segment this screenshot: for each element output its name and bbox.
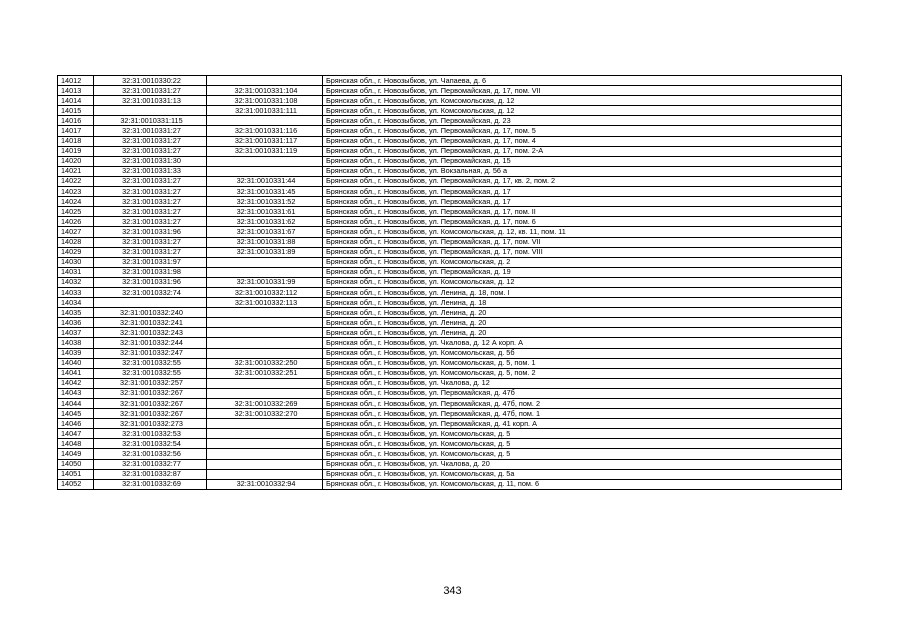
address-cell: Брянская обл., г. Новозыбков, ул. Первомайская, д. 17 xyxy=(323,197,842,207)
record-number-cell: 14013 xyxy=(58,86,94,96)
premises-cadastral-number-cell: 32:31:0010332:113 xyxy=(207,298,323,308)
record-number-cell: 14049 xyxy=(58,449,94,459)
cadastral-number-cell: 32:31:0010331:115 xyxy=(94,116,207,126)
premises-cadastral-number-cell xyxy=(207,308,323,318)
table-row xyxy=(58,338,842,348)
address-cell: Брянская обл., г. Новозыбков, ул. Первомайская, д. 17, пом. 4 xyxy=(323,136,842,146)
record-number-cell: 14032 xyxy=(58,277,94,287)
premises-cadastral-number-cell: 32:31:0010332:94 xyxy=(207,479,323,489)
record-number-cell: 14014 xyxy=(58,96,94,106)
cadastral-number-cell: 32:31:0010332:54 xyxy=(94,439,207,449)
table-row xyxy=(58,267,842,277)
record-number-cell: 14027 xyxy=(58,227,94,237)
record-number-cell: 14016 xyxy=(58,116,94,126)
record-number-cell: 14025 xyxy=(58,207,94,217)
cadastral-number-cell: 32:31:0010332:74 xyxy=(94,287,207,297)
table-row xyxy=(58,419,842,429)
premises-cadastral-number-cell: 32:31:0010331:44 xyxy=(207,176,323,186)
premises-cadastral-number-cell: 32:31:0010332:270 xyxy=(207,409,323,419)
record-number-cell: 14012 xyxy=(58,76,94,86)
premises-cadastral-number-cell: 32:31:0010332:112 xyxy=(207,287,323,297)
table-row xyxy=(58,328,842,338)
cadastral-number-cell xyxy=(94,106,207,116)
table-row xyxy=(58,318,842,328)
premises-cadastral-number-cell xyxy=(207,378,323,388)
record-number-cell: 14051 xyxy=(58,469,94,479)
table-row xyxy=(58,227,842,237)
record-number-cell: 14029 xyxy=(58,247,94,257)
address-cell: Брянская обл., г. Новозыбков, ул. Чкалова, д. 12 А корп. А xyxy=(323,338,842,348)
record-number-cell: 14044 xyxy=(58,399,94,409)
address-cell: Брянская обл., г. Новозыбков, ул. Комсомольская, д. 5 xyxy=(323,449,842,459)
cadastral-number-cell: 32:31:0010332:267 xyxy=(94,388,207,398)
table-row xyxy=(58,176,842,186)
premises-cadastral-number-cell xyxy=(207,267,323,277)
cadastral-number-cell: 32:31:0010331:33 xyxy=(94,166,207,176)
record-number-cell: 14026 xyxy=(58,217,94,227)
record-number-cell: 14042 xyxy=(58,378,94,388)
address-cell: Брянская обл., г. Новозыбков, ул. Первомайская, д. 17, пом. 5 xyxy=(323,126,842,136)
premises-cadastral-number-cell: 32:31:0010331:99 xyxy=(207,277,323,287)
table-row xyxy=(58,207,842,217)
table-row xyxy=(58,136,842,146)
table-row xyxy=(58,479,842,489)
cadastral-number-cell: 32:31:0010332:243 xyxy=(94,328,207,338)
cadastral-number-cell: 32:31:0010332:244 xyxy=(94,338,207,348)
table-row xyxy=(58,308,842,318)
address-cell: Брянская обл., г. Новозыбков, ул. Чкалова, д. 20 xyxy=(323,459,842,469)
record-number-cell: 14017 xyxy=(58,126,94,136)
table-row xyxy=(58,106,842,116)
record-number-cell: 14038 xyxy=(58,338,94,348)
cadastral-number-cell: 32:31:0010332:77 xyxy=(94,459,207,469)
table-row xyxy=(58,409,842,419)
address-cell: Брянская обл., г. Новозыбков, ул. Первомайская, д. 17, пом. VII xyxy=(323,86,842,96)
address-cell: Брянская обл., г. Новозыбков, ул. Ленина, д. 20 xyxy=(323,308,842,318)
premises-cadastral-number-cell xyxy=(207,429,323,439)
record-number-cell: 14030 xyxy=(58,257,94,267)
address-cell: Брянская обл., г. Новозыбков, ул. Комсомольская, д. 12 xyxy=(323,106,842,116)
premises-cadastral-number-cell: 32:31:0010331:45 xyxy=(207,187,323,197)
table-row xyxy=(58,166,842,176)
table-row xyxy=(58,277,842,287)
address-cell: Брянская обл., г. Новозыбков, ул. Первомайская, д. 19 xyxy=(323,267,842,277)
address-cell: Брянская обл., г. Новозыбков, ул. Комсомольская, д. 11, пом. 6 xyxy=(323,479,842,489)
address-cell: Брянская обл., г. Новозыбков, ул. Ленина, д. 20 xyxy=(323,318,842,328)
premises-cadastral-number-cell xyxy=(207,166,323,176)
premises-cadastral-number-cell: 32:31:0010331:117 xyxy=(207,136,323,146)
address-cell: Брянская обл., г. Новозыбков, ул. Ленина, д. 20 xyxy=(323,328,842,338)
premises-cadastral-number-cell xyxy=(207,116,323,126)
address-cell: Брянская обл., г. Новозыбков, ул. Первомайская, д. 17, пом. VII xyxy=(323,237,842,247)
address-cell: Брянская обл., г. Новозыбков, ул. Первомайская, д. 17, кв. 2, пом. 2 xyxy=(323,176,842,186)
premises-cadastral-number-cell: 32:31:0010332:251 xyxy=(207,368,323,378)
table-row xyxy=(58,217,842,227)
premises-cadastral-number-cell: 32:31:0010331:108 xyxy=(207,96,323,106)
records-table-body xyxy=(58,76,842,490)
premises-cadastral-number-cell xyxy=(207,449,323,459)
table-row xyxy=(58,257,842,267)
address-cell: Брянская обл., г. Новозыбков, ул. Первомайская, д. 23 xyxy=(323,116,842,126)
address-cell: Брянская обл., г. Новозыбков, ул. Комсомольская, д. 5 xyxy=(323,429,842,439)
record-number-cell: 14040 xyxy=(58,358,94,368)
premises-cadastral-number-cell xyxy=(207,338,323,348)
table-row xyxy=(58,358,842,368)
address-cell: Брянская обл., г. Новозыбков, ул. Комсомольская, д. 5а xyxy=(323,469,842,479)
cadastral-number-cell: 32:31:0010332:241 xyxy=(94,318,207,328)
premises-cadastral-number-cell: 32:31:0010332:250 xyxy=(207,358,323,368)
table-row xyxy=(58,429,842,439)
premises-cadastral-number-cell xyxy=(207,439,323,449)
record-number-cell: 14028 xyxy=(58,237,94,247)
premises-cadastral-number-cell xyxy=(207,318,323,328)
table-row xyxy=(58,298,842,308)
address-cell: Брянская обл., г. Новозыбков, ул. Чапаева, д. 6 xyxy=(323,76,842,86)
record-number-cell: 14031 xyxy=(58,267,94,277)
record-number-cell: 14050 xyxy=(58,459,94,469)
record-number-cell: 14019 xyxy=(58,146,94,156)
address-cell: Брянская обл., г. Новозыбков, ул. Первомайская, д. 47б, пом. 1 xyxy=(323,409,842,419)
cadastral-number-cell: 32:31:0010331:27 xyxy=(94,207,207,217)
premises-cadastral-number-cell xyxy=(207,257,323,267)
cadastral-number-cell: 32:31:0010331:27 xyxy=(94,176,207,186)
record-number-cell: 14052 xyxy=(58,479,94,489)
cadastral-number-cell: 32:31:0010331:97 xyxy=(94,257,207,267)
premises-cadastral-number-cell xyxy=(207,348,323,358)
cadastral-number-cell: 32:31:0010332:87 xyxy=(94,469,207,479)
cadastral-number-cell: 32:31:0010332:267 xyxy=(94,409,207,419)
record-number-cell: 14047 xyxy=(58,429,94,439)
table-row xyxy=(58,156,842,166)
cadastral-number-cell: 32:31:0010331:27 xyxy=(94,187,207,197)
cadastral-number-cell: 32:31:0010332:247 xyxy=(94,348,207,358)
table-row xyxy=(58,368,842,378)
table-row xyxy=(58,399,842,409)
record-number-cell: 14033 xyxy=(58,287,94,297)
table-row xyxy=(58,348,842,358)
page-number: 343 xyxy=(443,585,462,597)
cadastral-records-table xyxy=(57,75,842,490)
premises-cadastral-number-cell xyxy=(207,76,323,86)
cadastral-number-cell xyxy=(94,298,207,308)
premises-cadastral-number-cell xyxy=(207,388,323,398)
address-cell: Брянская обл., г. Новозыбков, ул. Комсомольская, д. 5б xyxy=(323,348,842,358)
address-cell: Брянская обл., г. Новозыбков, ул. Первомайская, д. 41 корп. А xyxy=(323,419,842,429)
cadastral-number-cell: 32:31:0010331:27 xyxy=(94,217,207,227)
premises-cadastral-number-cell: 32:31:0010331:61 xyxy=(207,207,323,217)
table-row xyxy=(58,247,842,257)
record-number-cell: 14036 xyxy=(58,318,94,328)
cadastral-number-cell: 32:31:0010331:27 xyxy=(94,237,207,247)
table-row xyxy=(58,126,842,136)
document-sheet xyxy=(57,75,842,490)
record-number-cell: 14021 xyxy=(58,166,94,176)
address-cell: Брянская обл., г. Новозыбков, ул. Комсомольская, д. 2 xyxy=(323,257,842,267)
record-number-cell: 14022 xyxy=(58,176,94,186)
table-row xyxy=(58,469,842,479)
premises-cadastral-number-cell: 32:31:0010331:88 xyxy=(207,237,323,247)
table-row xyxy=(58,187,842,197)
table-row xyxy=(58,146,842,156)
table-row xyxy=(58,459,842,469)
record-number-cell: 14018 xyxy=(58,136,94,146)
address-cell: Брянская обл., г. Новозыбков, ул. Комсомольская, д. 12, кв. 11, пом. 11 xyxy=(323,227,842,237)
premises-cadastral-number-cell: 32:31:0010331:52 xyxy=(207,197,323,207)
premises-cadastral-number-cell: 32:31:0010331:116 xyxy=(207,126,323,136)
cadastral-number-cell: 32:31:0010332:56 xyxy=(94,449,207,459)
cadastral-number-cell: 32:31:0010332:55 xyxy=(94,358,207,368)
record-number-cell: 14046 xyxy=(58,419,94,429)
record-number-cell: 14034 xyxy=(58,298,94,308)
table-row xyxy=(58,76,842,86)
address-cell: Брянская обл., г. Новозыбков, ул. Чкалова, д. 12 xyxy=(323,378,842,388)
cadastral-number-cell: 32:31:0010331:13 xyxy=(94,96,207,106)
premises-cadastral-number-cell: 32:31:0010331:104 xyxy=(207,86,323,96)
premises-cadastral-number-cell xyxy=(207,419,323,429)
premises-cadastral-number-cell: 32:31:0010331:111 xyxy=(207,106,323,116)
cadastral-number-cell: 32:31:0010331:27 xyxy=(94,136,207,146)
cadastral-number-cell: 32:31:0010331:27 xyxy=(94,126,207,136)
address-cell: Брянская обл., г. Новозыбков, ул. Комсомольская, д. 12 xyxy=(323,277,842,287)
address-cell: Брянская обл., г. Новозыбков, ул. Ленина, д. 18 xyxy=(323,298,842,308)
table-row xyxy=(58,378,842,388)
cadastral-number-cell: 32:31:0010332:53 xyxy=(94,429,207,439)
table-row xyxy=(58,197,842,207)
record-number-cell: 14015 xyxy=(58,106,94,116)
record-number-cell: 14024 xyxy=(58,197,94,207)
premises-cadastral-number-cell xyxy=(207,328,323,338)
record-number-cell: 14037 xyxy=(58,328,94,338)
cadastral-number-cell: 32:31:0010332:240 xyxy=(94,308,207,318)
cadastral-number-cell: 32:31:0010331:98 xyxy=(94,267,207,277)
premises-cadastral-number-cell: 32:31:0010332:269 xyxy=(207,399,323,409)
address-cell: Брянская обл., г. Новозыбков, ул. Первомайская, д. 17, пом. VIII xyxy=(323,247,842,257)
address-cell: Брянская обл., г. Новозыбков, ул. Комсомольская, д. 5, пом. 2 xyxy=(323,368,842,378)
address-cell: Брянская обл., г. Новозыбков, ул. Комсомольская, д. 12 xyxy=(323,96,842,106)
record-number-cell: 14041 xyxy=(58,368,94,378)
address-cell: Брянская обл., г. Новозыбков, ул. Первомайская, д. 17, пом. 2-А xyxy=(323,146,842,156)
cadastral-number-cell: 32:31:0010332:257 xyxy=(94,378,207,388)
address-cell: Брянская обл., г. Новозыбков, ул. Первомайская, д. 17 xyxy=(323,187,842,197)
cadastral-number-cell: 32:31:0010331:27 xyxy=(94,247,207,257)
cadastral-number-cell: 32:31:0010332:69 xyxy=(94,479,207,489)
address-cell: Брянская обл., г. Новозыбков, ул. Первомайская, д. 15 xyxy=(323,156,842,166)
cadastral-number-cell: 32:31:0010331:27 xyxy=(94,146,207,156)
table-row xyxy=(58,388,842,398)
table-row xyxy=(58,96,842,106)
cadastral-number-cell: 32:31:0010332:267 xyxy=(94,399,207,409)
cadastral-number-cell: 32:31:0010331:27 xyxy=(94,86,207,96)
premises-cadastral-number-cell: 32:31:0010331:89 xyxy=(207,247,323,257)
table-row xyxy=(58,287,842,297)
address-cell: Брянская обл., г. Новозыбков, ул. Вокзальная, д. 56 а xyxy=(323,166,842,176)
record-number-cell: 14045 xyxy=(58,409,94,419)
premises-cadastral-number-cell: 32:31:0010331:119 xyxy=(207,146,323,156)
address-cell: Брянская обл., г. Новозыбков, ул. Первомайская, д. 17, пом. II xyxy=(323,207,842,217)
cadastral-number-cell: 32:31:0010332:273 xyxy=(94,419,207,429)
premises-cadastral-number-cell: 32:31:0010331:62 xyxy=(207,217,323,227)
record-number-cell: 14039 xyxy=(58,348,94,358)
address-cell: Брянская обл., г. Новозыбков, ул. Комсомольская, д. 5, пом. 1 xyxy=(323,358,842,368)
premises-cadastral-number-cell xyxy=(207,459,323,469)
record-number-cell: 14043 xyxy=(58,388,94,398)
premises-cadastral-number-cell xyxy=(207,469,323,479)
address-cell: Брянская обл., г. Новозыбков, ул. Комсомольская, д. 5 xyxy=(323,439,842,449)
cadastral-number-cell: 32:31:0010331:30 xyxy=(94,156,207,166)
premises-cadastral-number-cell xyxy=(207,156,323,166)
table-row xyxy=(58,116,842,126)
table-row xyxy=(58,237,842,247)
record-number-cell: 14023 xyxy=(58,187,94,197)
cadastral-number-cell: 32:31:0010331:96 xyxy=(94,227,207,237)
cadastral-number-cell: 32:31:0010332:55 xyxy=(94,368,207,378)
cadastral-number-cell: 32:31:0010330:22 xyxy=(94,76,207,86)
record-number-cell: 14048 xyxy=(58,439,94,449)
cadastral-number-cell: 32:31:0010331:27 xyxy=(94,197,207,207)
record-number-cell: 14035 xyxy=(58,308,94,318)
cadastral-number-cell: 32:31:0010331:96 xyxy=(94,277,207,287)
table-row xyxy=(58,439,842,449)
table-row xyxy=(58,86,842,96)
table-row xyxy=(58,449,842,459)
premises-cadastral-number-cell: 32:31:0010331:67 xyxy=(207,227,323,237)
address-cell: Брянская обл., г. Новозыбков, ул. Первомайская, д. 47б, пом. 2 xyxy=(323,399,842,409)
address-cell: Брянская обл., г. Новозыбков, ул. Ленина, д. 18, пом. I xyxy=(323,287,842,297)
address-cell: Брянская обл., г. Новозыбков, ул. Первомайская, д. 17, пом. 6 xyxy=(323,217,842,227)
address-cell: Брянская обл., г. Новозыбков, ул. Первомайская, д. 47б xyxy=(323,388,842,398)
record-number-cell: 14020 xyxy=(58,156,94,166)
